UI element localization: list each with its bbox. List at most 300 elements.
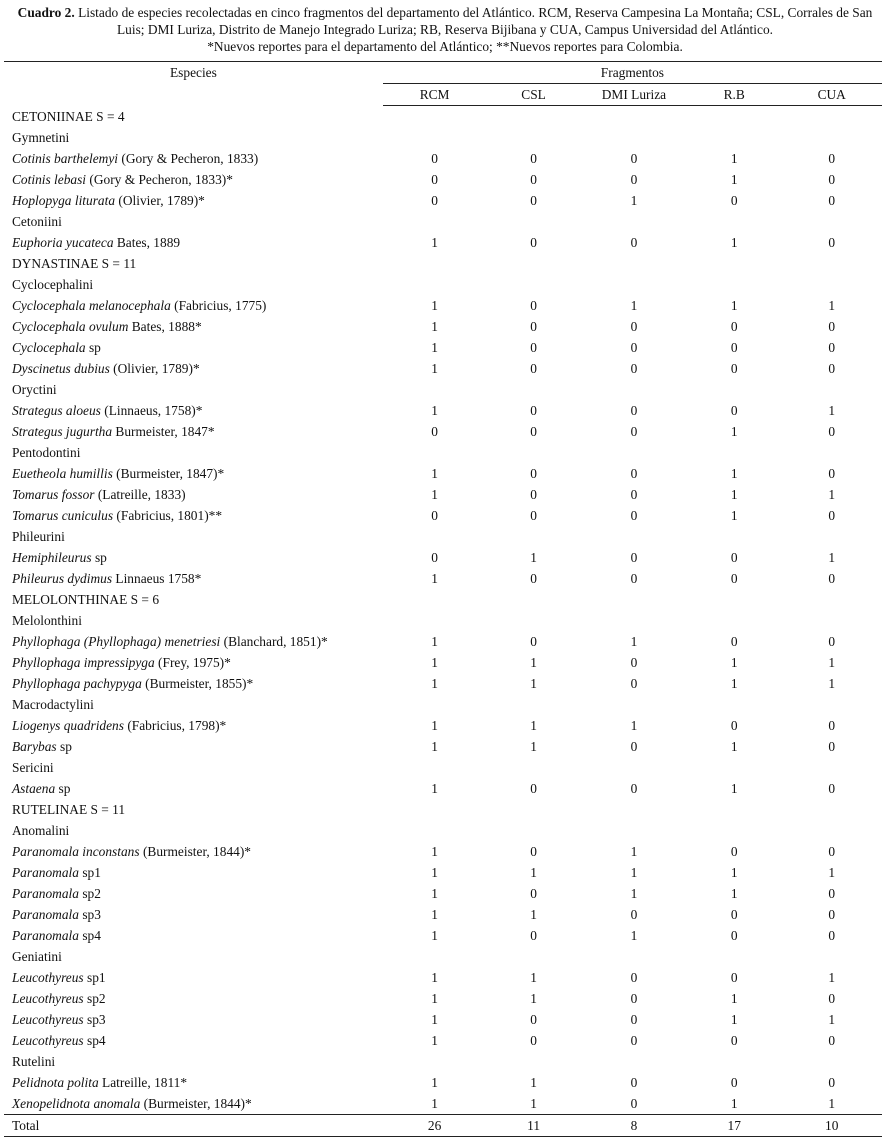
species-genus: Barybas — [12, 739, 57, 754]
species-genus: Xenopelidnota anomala — [12, 1096, 141, 1111]
value-cua: 1 — [828, 865, 836, 880]
value-dmi: 1 — [630, 844, 638, 859]
empty-cell — [581, 211, 687, 232]
table-row — [4, 904, 882, 925]
value-rcm: 0 — [431, 193, 438, 208]
species-name — [4, 547, 383, 568]
group-label: Macrodactylini — [12, 697, 94, 712]
group-row — [4, 1051, 882, 1072]
value-rb: 1 — [730, 172, 738, 187]
group-label: Cyclocephalini — [12, 277, 94, 292]
table-caption — [8, 4, 882, 55]
value-rb: 1 — [730, 151, 738, 166]
total-rcm: 26 — [383, 1115, 486, 1137]
group-row — [4, 799, 882, 820]
value-rcm: 0 — [431, 508, 438, 523]
value-cua: 0 — [828, 151, 836, 166]
species-author: (Olivier, 1789)* — [109, 361, 200, 376]
species-name — [4, 1072, 383, 1093]
value-rb: 1 — [730, 235, 738, 250]
species-genus: Tomarus cuniculus — [12, 508, 114, 523]
total-rb: 17 — [687, 1115, 781, 1137]
value-csl: 0 — [530, 928, 537, 943]
table-row — [4, 295, 882, 316]
value-cua: 0 — [828, 466, 836, 481]
value-csl: 0 — [530, 886, 537, 901]
species-author: Bates, 1888* — [128, 319, 202, 334]
species-author: sp — [56, 739, 72, 754]
value-rcm: 1 — [431, 991, 438, 1006]
group-label: Gymnetini — [12, 130, 70, 145]
value-rb: 0 — [730, 550, 738, 565]
group-row — [4, 820, 882, 841]
empty-cell — [581, 757, 687, 778]
species-name — [4, 232, 383, 253]
empty-cell — [383, 757, 486, 778]
value-dmi: 0 — [630, 739, 638, 754]
value-csl: 1 — [530, 991, 537, 1006]
table-row — [4, 358, 882, 379]
empty-cell — [781, 820, 882, 841]
empty-cell — [486, 799, 581, 820]
empty-cell — [687, 757, 781, 778]
value-rcm: 1 — [431, 718, 438, 733]
value-cua: 1 — [828, 655, 836, 670]
group-label: Geniatini — [12, 949, 62, 964]
empty-cell — [486, 589, 581, 610]
value-rb: 1 — [730, 781, 738, 796]
group-label: RUTELINAE S = 11 — [12, 802, 126, 817]
species-genus: Paranomala — [12, 886, 79, 901]
value-csl: 0 — [530, 1033, 537, 1048]
empty-cell — [781, 211, 882, 232]
value-csl: 1 — [530, 865, 537, 880]
value-rcm: 1 — [431, 1033, 438, 1048]
group-row — [4, 589, 882, 610]
table-row — [4, 337, 882, 358]
empty-cell — [486, 610, 581, 631]
value-cua: 0 — [828, 508, 836, 523]
value-dmi: 0 — [630, 907, 638, 922]
species-genus: Cotinis lebasi — [12, 172, 87, 187]
empty-cell — [383, 274, 486, 295]
species-genus: Hoplopyga liturata — [12, 193, 116, 208]
empty-cell — [687, 694, 781, 715]
value-csl: 1 — [530, 1096, 537, 1111]
value-rb: 1 — [730, 865, 738, 880]
empty-cell — [581, 442, 687, 463]
value-rcm: 1 — [431, 739, 438, 754]
group-row — [4, 106, 882, 128]
total-dmi: 8 — [581, 1115, 687, 1137]
species-author: (Burmeister, 1847)* — [112, 466, 225, 481]
species-author: (Gory & Pecheron, 1833) — [118, 151, 259, 166]
species-genus: Paranomala — [12, 865, 79, 880]
value-rb: 1 — [730, 739, 738, 754]
value-cua: 0 — [828, 739, 836, 754]
value-dmi: 0 — [630, 151, 638, 166]
value-csl: 0 — [530, 172, 537, 187]
value-cua: 0 — [828, 571, 836, 586]
empty-cell — [581, 694, 687, 715]
group-label: MELOLONTHINAE S = 6 — [12, 592, 160, 607]
value-rcm: 1 — [431, 781, 438, 796]
empty-cell — [781, 106, 882, 128]
species-genus: Cyclocephala — [12, 340, 86, 355]
species-author: sp — [85, 340, 101, 355]
value-rcm: 0 — [431, 550, 438, 565]
species-author: sp3 — [83, 1012, 106, 1027]
empty-cell — [687, 211, 781, 232]
empty-cell — [581, 820, 687, 841]
empty-cell — [383, 106, 486, 128]
value-cua: 0 — [828, 844, 836, 859]
species-name — [4, 715, 383, 736]
species-name — [4, 841, 383, 862]
total-cua: 10 — [781, 1115, 882, 1137]
value-rb: 1 — [730, 886, 738, 901]
empty-cell — [581, 589, 687, 610]
value-dmi: 1 — [630, 298, 638, 313]
value-csl: 0 — [530, 634, 537, 649]
species-author: (Linnaeus, 1758)* — [100, 403, 203, 418]
species-genus: Phyllophaga impressipyga — [12, 655, 155, 670]
table-row — [4, 148, 882, 169]
table-row — [4, 1030, 882, 1051]
species-genus: Liogenys quadridens — [12, 718, 124, 733]
group-row — [4, 610, 882, 631]
table-row — [4, 547, 882, 568]
empty-cell — [781, 274, 882, 295]
value-csl: 0 — [530, 193, 537, 208]
value-rb: 0 — [730, 634, 738, 649]
species-author: (Blanchard, 1851)* — [220, 634, 328, 649]
empty-cell — [781, 442, 882, 463]
group-row — [4, 253, 882, 274]
value-csl: 1 — [530, 739, 537, 754]
value-rcm: 1 — [431, 1012, 438, 1027]
empty-cell — [781, 1051, 882, 1072]
table-row — [4, 463, 882, 484]
value-dmi: 0 — [630, 403, 638, 418]
value-cua: 0 — [828, 1075, 836, 1090]
value-cua: 0 — [828, 172, 836, 187]
species-name — [4, 904, 383, 925]
group-row — [4, 127, 882, 148]
value-rb: 0 — [730, 319, 738, 334]
species-author: Bates, 1889 — [113, 235, 181, 250]
group-label: Oryctini — [12, 382, 57, 397]
species-name — [4, 631, 383, 652]
species-name — [4, 652, 383, 673]
value-rb: 0 — [730, 193, 738, 208]
table-row — [4, 967, 882, 988]
value-rcm: 1 — [431, 340, 438, 355]
species-table — [4, 61, 882, 1137]
empty-cell — [581, 1051, 687, 1072]
group-row — [4, 442, 882, 463]
empty-cell — [581, 610, 687, 631]
empty-cell — [486, 694, 581, 715]
value-rb: 0 — [730, 361, 738, 376]
species-genus: Euphoria yucateca — [12, 235, 114, 250]
species-name — [4, 736, 383, 757]
empty-cell — [383, 610, 486, 631]
value-rcm: 1 — [431, 970, 438, 985]
empty-cell — [383, 820, 486, 841]
value-dmi: 0 — [630, 340, 638, 355]
value-dmi: 1 — [630, 193, 638, 208]
species-author: (Fabricius, 1801)** — [113, 508, 223, 523]
value-csl: 0 — [530, 403, 537, 418]
value-rcm: 1 — [431, 319, 438, 334]
value-csl: 0 — [530, 298, 537, 313]
species-author: sp1 — [78, 865, 101, 880]
species-name — [4, 190, 383, 211]
header-fragments: Fragmentos — [383, 62, 882, 84]
table-row — [4, 673, 882, 694]
species-author: sp — [91, 550, 107, 565]
value-cua: 0 — [828, 718, 836, 733]
group-row — [4, 274, 882, 295]
empty-cell — [781, 946, 882, 967]
empty-cell — [687, 274, 781, 295]
value-cua: 0 — [828, 340, 836, 355]
species-genus: Leucothyreus — [12, 1012, 84, 1027]
value-dmi: 0 — [630, 466, 638, 481]
value-rb: 0 — [730, 1033, 738, 1048]
header-col-cua: CUA — [781, 84, 882, 106]
species-author: (Olivier, 1789)* — [115, 193, 205, 208]
species-author: Latreille, 1811* — [98, 1075, 188, 1090]
value-dmi: 0 — [630, 781, 638, 796]
species-genus: Cyclocephala ovulum — [12, 319, 129, 334]
species-author: (Burmeister, 1855)* — [141, 676, 254, 691]
value-csl: 0 — [530, 361, 537, 376]
empty-cell — [383, 379, 486, 400]
value-rb: 1 — [730, 424, 738, 439]
value-rcm: 1 — [431, 361, 438, 376]
empty-cell — [687, 127, 781, 148]
value-csl: 1 — [530, 970, 537, 985]
empty-cell — [687, 799, 781, 820]
species-genus: Phyllophaga (Phyllophaga) menetriesi — [12, 634, 221, 649]
value-rb: 1 — [730, 487, 738, 502]
value-cua: 1 — [828, 970, 836, 985]
empty-cell — [486, 127, 581, 148]
value-csl: 0 — [530, 844, 537, 859]
value-csl: 0 — [530, 424, 537, 439]
empty-cell — [687, 946, 781, 967]
empty-cell — [486, 442, 581, 463]
value-cua: 0 — [828, 991, 836, 1006]
header-col-dmi: DMI Luriza — [581, 84, 687, 106]
species-author: sp2 — [78, 886, 101, 901]
value-dmi: 0 — [630, 550, 638, 565]
empty-cell — [581, 526, 687, 547]
header-col-rb: R.B — [687, 84, 781, 106]
value-rb: 0 — [730, 907, 738, 922]
species-name — [4, 484, 383, 505]
value-rb: 0 — [730, 571, 738, 586]
species-name — [4, 337, 383, 358]
species-name — [4, 568, 383, 589]
caption-text: Listado de especies recolectadas en cinco fragmentos del departamento del Atlántico. RCM, Reserva Campesina La Montaña; CSL, Corrales de San Luis; DMI Luriza, Distrito de Manejo Integrado Luriza; RB, Reserva Bijibana y CUA, Campus Universidad del Atlántico. — [74, 5, 873, 37]
value-dmi: 0 — [630, 970, 638, 985]
value-csl: 1 — [530, 718, 537, 733]
table-row — [4, 232, 882, 253]
species-genus: Euetheola humillis — [12, 466, 113, 481]
value-rb: 1 — [730, 1012, 738, 1027]
species-genus: Pelidnota polita — [12, 1075, 99, 1090]
value-rcm: 0 — [431, 151, 438, 166]
species-genus: Cyclocephala melanocephala — [12, 298, 171, 313]
group-label: DYNASTINAE S = 11 — [12, 256, 137, 271]
value-csl: 1 — [530, 907, 537, 922]
table-row — [4, 1009, 882, 1030]
value-cua: 0 — [828, 193, 836, 208]
species-author: (Burmeister, 1844)* — [140, 1096, 252, 1111]
value-dmi: 0 — [630, 424, 638, 439]
empty-cell — [383, 127, 486, 148]
species-name — [4, 673, 383, 694]
table-row — [4, 568, 882, 589]
table-row — [4, 862, 882, 883]
group-label: CETONIINAE S = 4 — [12, 108, 125, 124]
species-name — [4, 505, 383, 526]
species-genus: Paranomala — [12, 928, 79, 943]
value-rb: 1 — [730, 655, 738, 670]
value-rb: 1 — [730, 676, 738, 691]
table-row — [4, 190, 882, 211]
species-author: Burmeister, 1847* — [112, 424, 215, 439]
species-author: sp — [55, 781, 71, 796]
species-name — [4, 421, 383, 442]
empty-cell — [383, 946, 486, 967]
empty-cell — [781, 757, 882, 778]
value-rcm: 1 — [431, 676, 438, 691]
empty-cell — [383, 211, 486, 232]
value-rcm: 1 — [431, 928, 438, 943]
species-genus: Paranomala — [12, 907, 79, 922]
table-row — [4, 736, 882, 757]
species-genus: Leucothyreus — [12, 1033, 84, 1048]
value-dmi: 0 — [630, 1012, 638, 1027]
empty-cell — [581, 127, 687, 148]
group-label: Melolonthini — [12, 613, 82, 628]
value-rb: 0 — [730, 340, 738, 355]
group-label: Cetoniini — [12, 214, 62, 229]
value-rcm: 1 — [431, 571, 438, 586]
table-row — [4, 715, 882, 736]
value-cua: 1 — [828, 487, 836, 502]
value-rcm: 1 — [431, 844, 438, 859]
empty-cell — [383, 589, 486, 610]
empty-cell — [486, 946, 581, 967]
empty-cell — [781, 379, 882, 400]
empty-cell — [486, 253, 581, 274]
species-name — [4, 148, 383, 169]
empty-cell — [486, 274, 581, 295]
caption-label: Cuadro 2. — [17, 5, 75, 20]
value-dmi: 1 — [630, 886, 638, 901]
table-row — [4, 1072, 882, 1093]
value-rcm: 1 — [431, 403, 438, 418]
value-csl: 1 — [530, 550, 537, 565]
group-row — [4, 526, 882, 547]
table-row — [4, 1093, 882, 1115]
empty-cell — [486, 757, 581, 778]
empty-cell — [687, 106, 781, 128]
value-csl: 0 — [530, 319, 537, 334]
value-dmi: 0 — [630, 655, 638, 670]
table-row — [4, 988, 882, 1009]
empty-cell — [781, 589, 882, 610]
species-author: (Frey, 1975)* — [154, 655, 231, 670]
empty-cell — [581, 106, 687, 128]
value-cua: 0 — [828, 424, 836, 439]
species-genus: Hemiphileurus — [12, 550, 92, 565]
value-rcm: 1 — [431, 865, 438, 880]
species-name — [4, 316, 383, 337]
empty-cell — [486, 379, 581, 400]
empty-cell — [687, 253, 781, 274]
table-row — [4, 778, 882, 799]
table-row — [4, 925, 882, 946]
value-csl: 0 — [530, 487, 537, 502]
group-row — [4, 757, 882, 778]
value-rcm: 1 — [431, 655, 438, 670]
empty-cell — [687, 526, 781, 547]
value-dmi: 0 — [630, 676, 638, 691]
value-cua: 1 — [828, 1012, 836, 1027]
value-cua: 1 — [828, 1096, 836, 1111]
value-csl: 0 — [530, 781, 537, 796]
value-dmi: 0 — [630, 991, 638, 1006]
empty-cell — [687, 610, 781, 631]
value-rcm: 1 — [431, 1096, 438, 1111]
value-rb: 0 — [730, 928, 738, 943]
species-author: sp4 — [83, 1033, 106, 1048]
species-genus: Phyllophaga pachypyga — [12, 676, 142, 691]
total-csl: 11 — [486, 1115, 581, 1137]
value-rb: 0 — [730, 970, 738, 985]
empty-cell — [383, 1051, 486, 1072]
empty-cell — [687, 589, 781, 610]
value-dmi: 0 — [630, 1033, 638, 1048]
species-genus: Dyscinetus dubius — [12, 361, 110, 376]
species-name — [4, 295, 383, 316]
value-csl: 1 — [530, 676, 537, 691]
empty-cell — [581, 379, 687, 400]
species-genus: Phileurus dydimus — [12, 571, 113, 586]
value-cua: 0 — [828, 928, 836, 943]
value-rcm: 0 — [431, 424, 438, 439]
table-row — [4, 484, 882, 505]
empty-cell — [781, 799, 882, 820]
species-name — [4, 1030, 383, 1051]
value-csl: 0 — [530, 571, 537, 586]
value-dmi: 0 — [630, 235, 638, 250]
value-cua: 0 — [828, 781, 836, 796]
empty-cell — [687, 1051, 781, 1072]
empty-cell — [581, 253, 687, 274]
group-label: Anomalini — [12, 823, 70, 838]
species-author: sp2 — [83, 991, 106, 1006]
species-name — [4, 358, 383, 379]
value-rcm: 0 — [431, 172, 438, 187]
value-dmi: 0 — [630, 508, 638, 523]
